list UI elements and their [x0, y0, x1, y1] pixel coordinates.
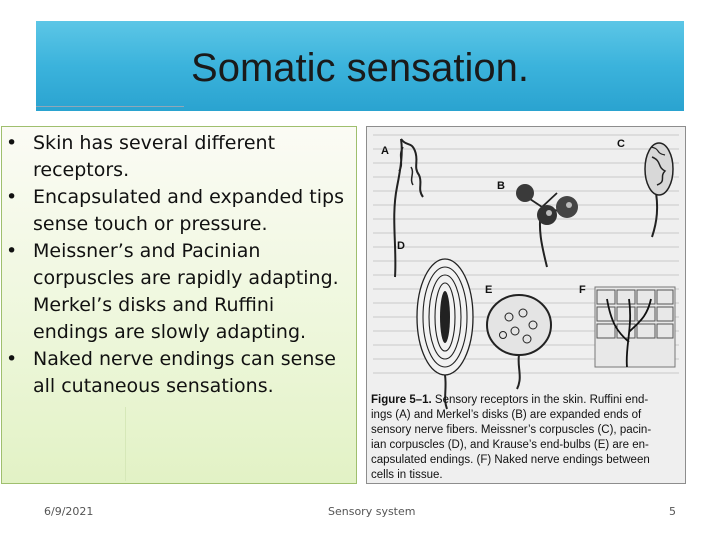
caption-line: sensory nerve fibers. Meissner’s corpuscles (C), pacin-: [371, 424, 652, 436]
pacinian-corpuscle-icon: [417, 259, 473, 409]
bullet-text: Naked nerve endings can sense all cutaneous sensations.: [33, 348, 336, 397]
meissner-corpuscle-icon: [645, 143, 673, 237]
bullet-text: Encapsulated and expanded tips sense touch or pressure.: [33, 186, 344, 235]
bullet-text: Meissner’s and Pacinian corpuscles are rapidly adapting. Merkel’s disks and Ruffini endings are slowly adapting.: [33, 240, 339, 343]
bullet-item: [6, 184, 352, 238]
bullet-marker: •: [6, 348, 18, 370]
svg-text:Figure 5–1. Sensory receptors: [371, 394, 648, 406]
title-underline: [36, 106, 184, 107]
caption-line: capsulated endings. (F) Naked nerve endings between: [371, 454, 650, 466]
caption-line: cells in tissue.: [371, 469, 443, 481]
figure-caption: [371, 394, 651, 481]
footer-title: Sensory system: [328, 505, 416, 518]
ruffini-ending-icon: [394, 139, 423, 277]
receptor-illustration: [367, 127, 685, 483]
bullet-text: Skin has several different receptors.: [33, 132, 276, 181]
panel-label: E: [485, 284, 493, 296]
bullet-marker: •: [6, 186, 18, 208]
panel-label: B: [497, 180, 505, 192]
bullet-marker: •: [6, 132, 18, 154]
caption-line: ings (A) and Merkel’s disks (B) are expanded ends of: [371, 409, 642, 421]
bullet-item: [6, 130, 352, 184]
footer-date: 6/9/2021: [44, 505, 94, 518]
naked-nerve-endings-icon: [595, 287, 675, 367]
bullet-item: [6, 238, 352, 346]
panel-label: C: [617, 138, 625, 150]
caption-label: Figure 5–1.: [371, 394, 432, 406]
bullet-item: [6, 346, 352, 400]
merkel-disks-icon: [516, 184, 578, 267]
receptor-figure: [366, 126, 686, 484]
panel-divider: [125, 407, 126, 481]
bullet-marker: •: [6, 240, 18, 262]
slide-title: Somatic sensation.: [191, 46, 529, 90]
slide-number: 5: [669, 505, 676, 518]
panel-label: F: [579, 284, 586, 296]
bullet-list: [6, 130, 352, 400]
krause-end-bulb-icon: [487, 295, 551, 389]
caption-line: ian corpuscles (D), and Krause’s end-bulbs (E) are en-: [371, 439, 649, 451]
caption-line: Sensory receptors in the skin. Ruffini end-: [431, 394, 649, 406]
panel-label: A: [381, 145, 389, 157]
panel-label: D: [397, 240, 405, 252]
